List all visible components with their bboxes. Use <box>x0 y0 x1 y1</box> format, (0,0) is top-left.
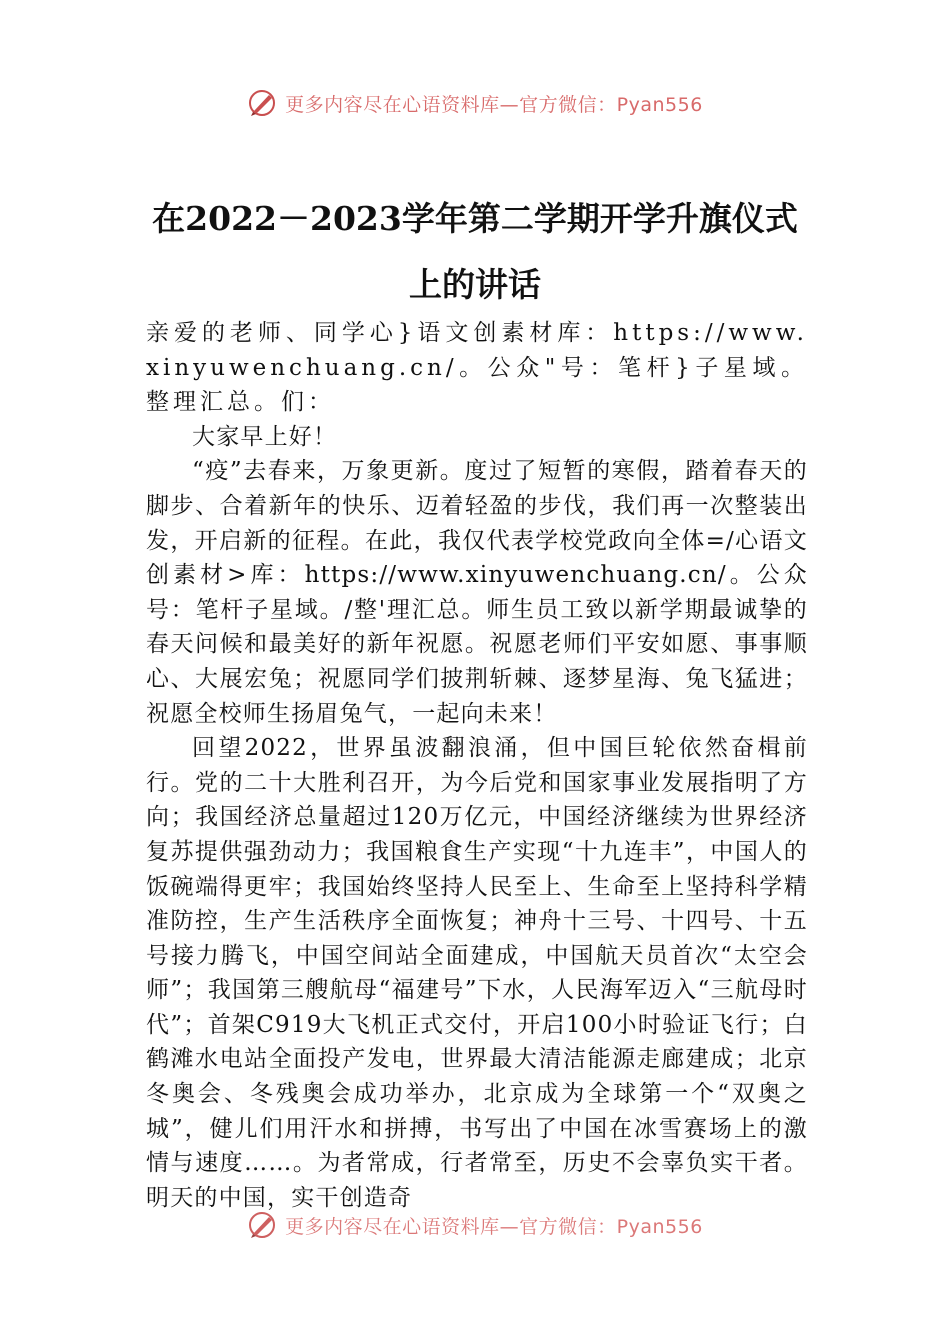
title-line-2: 上的讲话 <box>409 265 541 304</box>
footer-watermark-text: 更多内容尽在心语资料库—官方微信：Pyan556 <box>285 1215 703 1238</box>
header-watermark-text: 更多内容尽在心语资料库—官方微信：Pyan556 <box>285 93 703 116</box>
paragraph-new-semester-wishes: “疫”去春来，万象更新。度过了短暂的寒假，踏着春天的脚步、合着新年的快乐、迈着轻盈的步伐，我们再一次整装出发，开启新的征程。在此，我仅代表学校党政向全体=/心语文创素材>库：https://www.xinyuwenchuang.cn/。公众号：笔杆子星域。/整'理汇总。师生员工致以新学期最诚挚的春天问候和最美好的新年祝愿。祝愿老师们平安如愿、事事顺心、大展宏兔；祝愿同学们披荆斩棘、逐梦星海、兔飞猛进；祝愿全校师生扬眉兔气，一起向未来！ <box>146 458 808 727</box>
paragraph-greeting-salutation: 亲爱的老师、同学心}语文创素材库：https://www.xinyuwenchuang.cn/。公众"号：笔杆}子星域。整理汇总。们： <box>146 320 808 416</box>
footer-watermark <box>0 1208 950 1242</box>
document-body <box>146 316 808 1215</box>
title-line-1: 在2022－2023学年第二学期开学升旗仪式 <box>152 199 798 238</box>
pen-logo-icon <box>247 1210 277 1240</box>
paragraph-good-morning: 大家早上好！ <box>192 423 338 450</box>
header-watermark <box>0 86 950 120</box>
pen-logo-icon <box>247 88 277 118</box>
paragraph-review-2022: 回望2022，世界虽波翻浪涌，但中国巨轮依然奋楫前行。党的二十大胜利召开，为今后党和国家事业发展指明了方向；我国经济总量超过120万亿元，中国经济继续为世界经济复苏提供强劲动力；我国粮食生产实现“十九连丰”，中国人的饭碗端得更牢；我国始终坚持人民至上、生命至上坚持科学精准防控，生产生活秩序全面恢复；神舟十三号、十四号、十五号接力腾飞，中国空间站全面建成，中国航天员首次“太空会师”；我国第三艘航母“福建号”下水，人民海军迈入“三航母时代”；首架C919大飞机正式交付，开启100小时验证飞行；白鹤滩水电站全面投产发电，世界最大清洁能源走廊建成；北京冬奥会、冬残奥会成功举办，北京成为全球第一个“双奥之城”，健儿们用汗水和拼搏，书写出了中国在冰雪赛场上的激情与速度……。为者常成，行者常至，历史不会辜负实干者。明天的中国，实干创造奇 <box>146 735 808 1211</box>
document-title <box>120 186 830 318</box>
